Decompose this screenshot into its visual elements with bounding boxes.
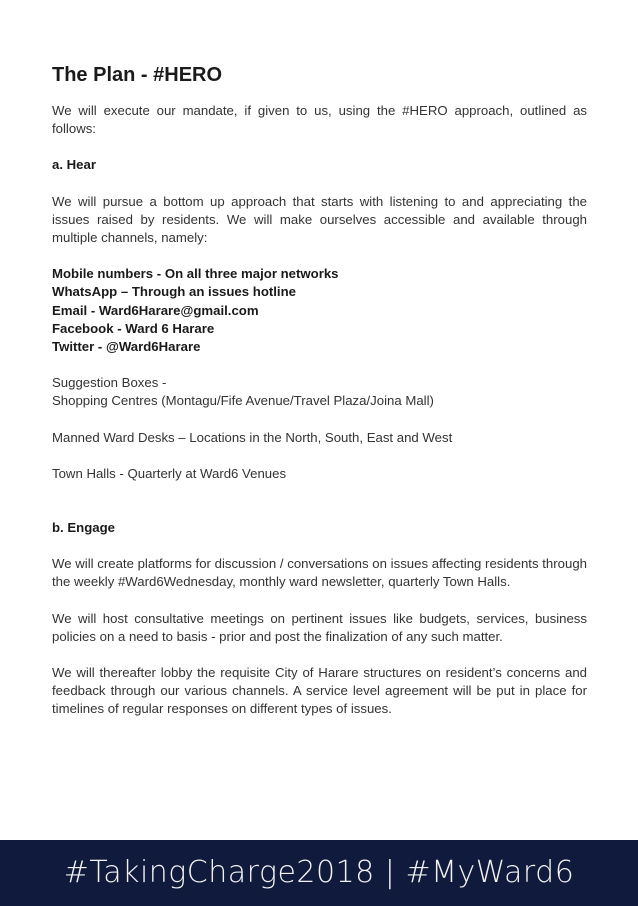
engage-paragraph-2: We will host consultative meetings on pertinent issues like budgets, services, business policies on a need to basis - prior and post the finalization of any such matter. (52, 610, 587, 644)
ward-desks-text: Manned Ward Desks – Locations in the North, South, East and West (52, 429, 453, 445)
channel-twitter: Twitter - @Ward6Harare (52, 339, 201, 355)
section-heading-hear: a. Hear (52, 157, 96, 173)
channel-whatsapp: WhatsApp – Through an issues hotline (52, 284, 296, 300)
channel-facebook: Facebook - Ward 6 Harare (52, 320, 215, 336)
channel-list (52, 265, 587, 356)
town-halls-text: Town Halls - Quarterly at Ward6 Venues (52, 465, 287, 481)
section-heading-engage: b. Engage (52, 520, 116, 536)
page-title: The Plan - #HERO (52, 64, 223, 86)
document-body (52, 62, 587, 719)
channel-mobile: Mobile numbers - On all three major networks (52, 266, 339, 282)
footer-tagline: #TakingCharge2018 | #MyWard6 (63, 855, 575, 890)
hear-paragraph: We will pursue a bottom up approach that starts with listening to and appreciating the issues raised by residents. We will make ourselves accessible and available through multiple channels, namely: (52, 193, 587, 246)
channel-email: Email - Ward6Harare@gmail.com (52, 302, 259, 318)
intro-paragraph: We will execute our mandate, if given to us, using the #HERO approach, outlined as follows: (52, 103, 587, 137)
engage-paragraph-1: We will create platforms for discussion / conversations on issues affecting residents through the weekly #Ward6Wednesday, monthly ward newsletter, quarterly Town Halls. (52, 556, 587, 590)
footer-banner (0, 840, 638, 906)
suggestion-boxes-detail: Shopping Centres (Montagu/Fife Avenue/Travel Plaza/Joina Mall) (52, 393, 434, 409)
engage-paragraph-3: We will thereafter lobby the requisite City of Harare structures on resident’s concerns and feedback through our various channels. A service level agreement will be put in place for timelines of regular responses on different types of issues. (52, 665, 587, 717)
suggestion-boxes-title: Suggestion Boxes - (52, 375, 167, 391)
